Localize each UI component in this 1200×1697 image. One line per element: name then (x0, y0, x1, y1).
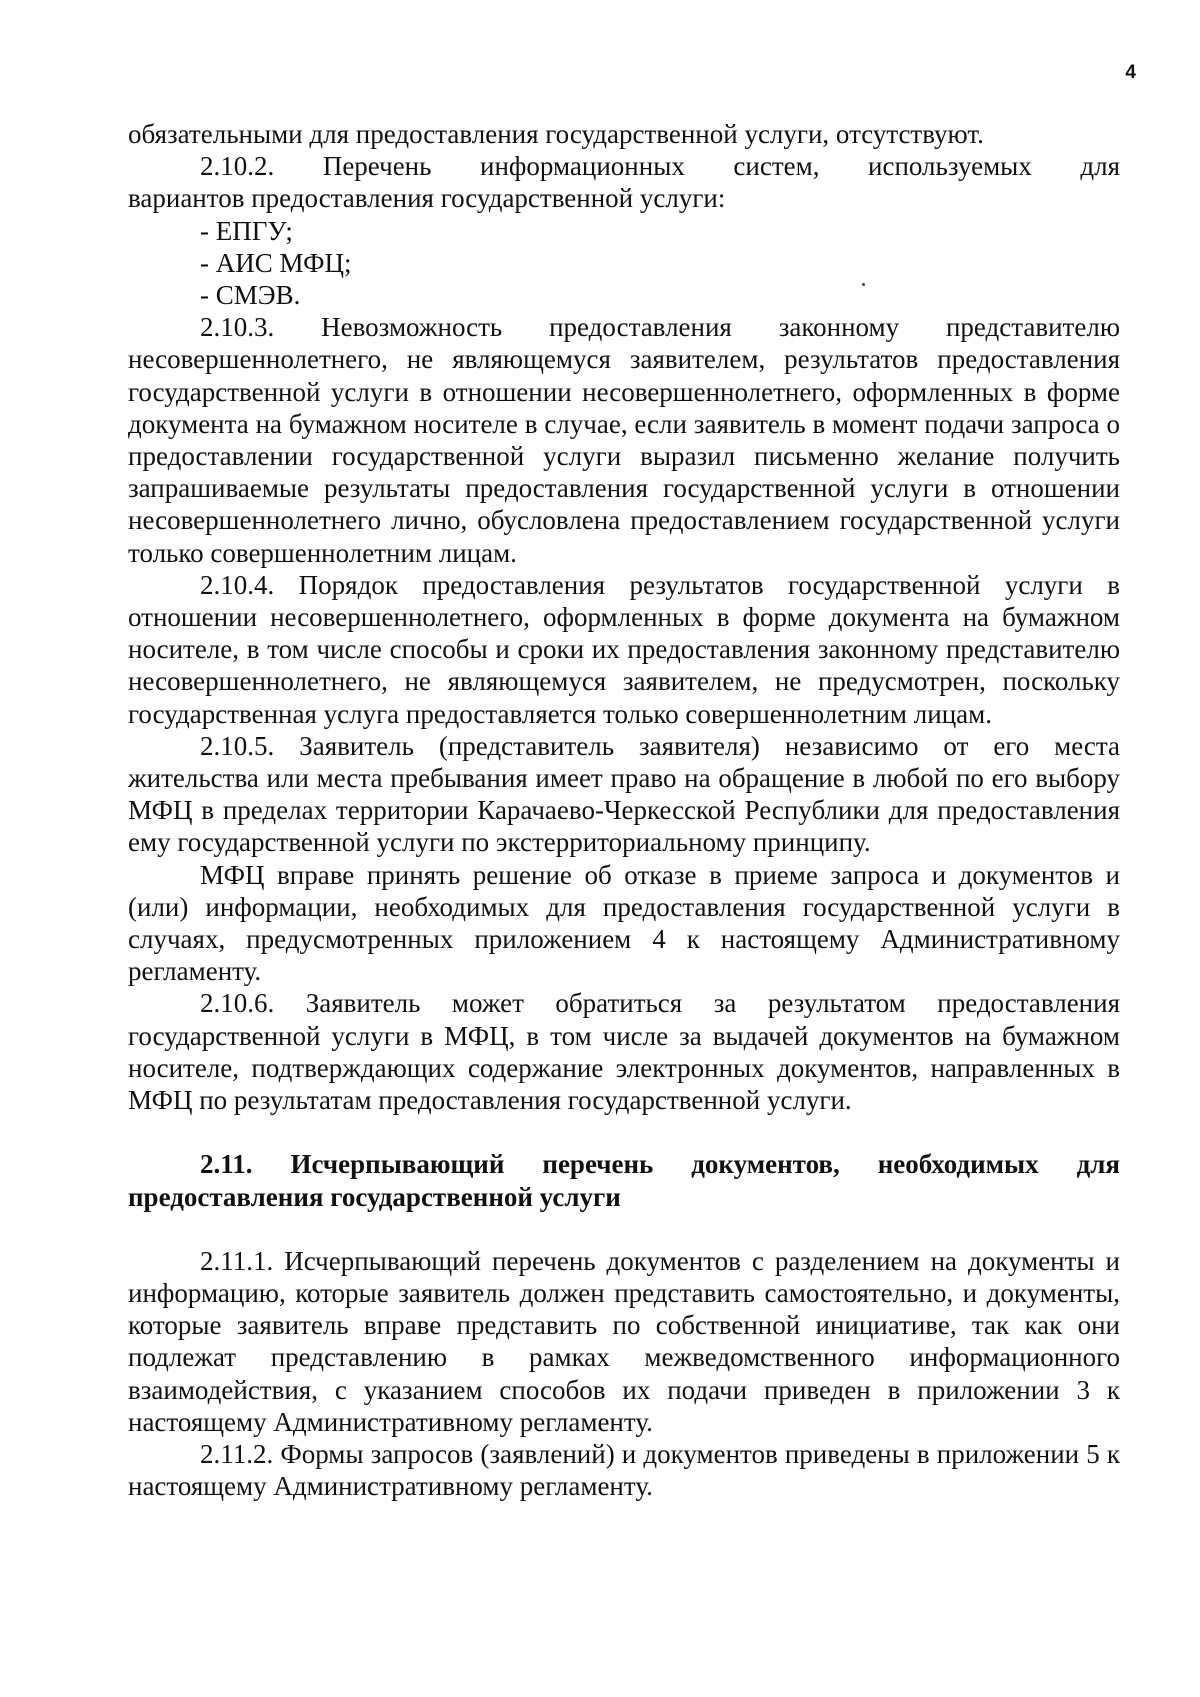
item-2-10-2: 2.10.2. Перечень информационных систем, используемых для (200, 151, 1120, 182)
page-number: 4 (1125, 62, 1136, 83)
mfc-refusal-paragraph: МФЦ вправе принять решение об отказе в приеме запроса и документов и (или) информации, необходимых для предоставления государственной услуги в случаях, предусмотренных приложением 4 к настоящему Административному регламенту. (128, 859, 1120, 987)
item-2-11-2: 2.11.2. Формы запросов (заявлений) и документов приведены в приложении 5 к настоящему Административному регламенту. (128, 1438, 1120, 1502)
item-2-11-1: 2.11.1. Исчерпывающий перечень документов с разделением на документы и информацию, которые заявитель должен представить самостоятельно, и документы, которые заявитель вправе представить по собственной инициативе, так как они подлежат представлению в рамках межведомственного информационного взаимодействия, с указанием способов их подачи приведен в приложении 3 к настоящему Административному регламенту. (128, 1245, 1120, 1437)
item-2-10-6: 2.10.6. Заявитель может обратиться за результатом предоставления государственной услуги в МФЦ, в том числе за выдачей документов на бумажном носителе, подтверждающих содержание электронных документов, направленных в МФЦ по результатам предоставления государственной услуги. (128, 988, 1120, 1116)
item-2-10-5: 2.10.5. Заявитель (представитель заявителя) независимо от его места жительства или места пребывания имеет право на обращение в любой по его выбору МФЦ в пределах территории Карачаево-Черкесской Республики для предоставления ему государственной услуги по экстерриториальному принципу. (128, 730, 1120, 858)
list-item: - АИС МФЦ; (200, 247, 352, 278)
document-body (128, 118, 1120, 1502)
list-item: - ЕПГУ; (200, 215, 293, 246)
list-item: - СМЭВ. (200, 280, 301, 311)
item-2-10-3: 2.10.3. Невозможность предоставления законному представителю несовершеннолетнего, не являющемуся заявителем, результатов предоставления государственной услуги в отношении несовершеннолетнего, оформленных в форме документа на бумажном носителе в случае, если заявитель в момент подачи запроса о предоставлении государственной услуги выразил письменно желание получить запрашиваемые результаты предоставления государственной услуги в отношении несовершеннолетнего лично, обусловлена предоставлением государственной услуги только совершеннолетним лицам. (128, 312, 1120, 568)
text-line: обязательными для предоставления государственной услуги, отсутствуют. (128, 119, 984, 149)
scan-speck (862, 283, 865, 286)
text-line: вариантов предоставления государственной услуги: (128, 183, 726, 214)
section-heading-2-11: 2.11. Исчерпывающий перечень документов, необходимых для предоставления государственной услуги (128, 1149, 1120, 1212)
item-2-10-4: 2.10.4. Порядок предоставления результатов государственной услуги в отношении несовершеннолетнего, оформленных в форме документа на бумажном носителе, в том числе способы и сроки их предоставления законному представителю несовершеннолетнего, не являющемуся заявителем, не предусмотрен, поскольку государственная услуга предоставляется только совершеннолетним лицам. (128, 569, 1120, 729)
